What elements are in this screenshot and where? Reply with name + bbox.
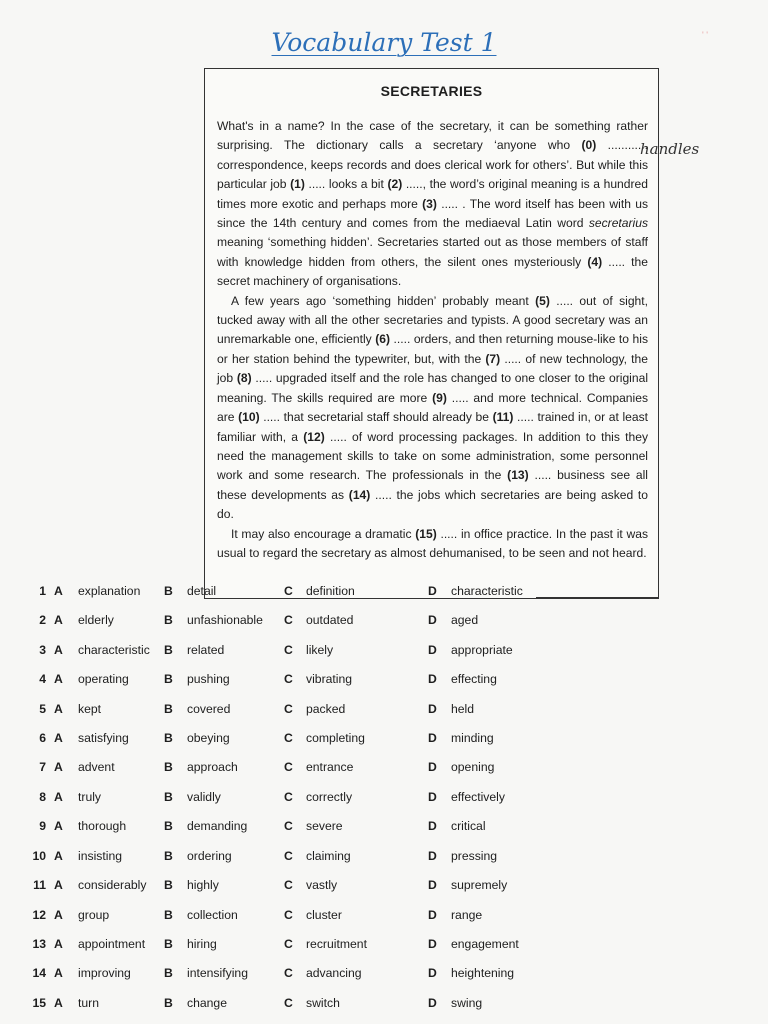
option-row: [0, 760, 768, 780]
option-letter-c: C: [284, 760, 293, 774]
option-c: recruitment: [306, 937, 367, 951]
question-number: 5: [39, 702, 46, 716]
option-b: unfashionable: [187, 613, 263, 627]
option-a: truly: [78, 790, 102, 804]
passage-paragraph: [217, 525, 648, 564]
option-letter-a: A: [54, 584, 63, 598]
passage-segment: What's in a name? In the case of the secretary, it can be something rather surprising. The dictionary calls a secretary ‘anyone who: [217, 119, 648, 153]
option-letter-c: C: [284, 996, 293, 1010]
passage-segment: ..... of word processing packages. In addition to this they need the management skills to take on some administration, some personnel work and some research. The professionals in the: [217, 429, 648, 483]
option-row: [0, 878, 768, 898]
option-letter-b: B: [164, 672, 173, 686]
option-b: validly: [187, 790, 221, 804]
option-d: minding: [451, 731, 494, 745]
gap-number: (2): [387, 177, 403, 192]
option-letter-a: A: [54, 731, 63, 745]
option-c: severe: [306, 819, 343, 833]
option-letter-a: A: [54, 790, 63, 804]
question-number: 4: [39, 672, 46, 686]
gap-number: (15): [415, 526, 437, 541]
gap-number: (8): [236, 371, 252, 386]
option-letter-d: D: [428, 643, 437, 657]
passage-segment: ..... orders, and then returning mouse-like to his or her station behind the typewriter, but, with the: [217, 332, 648, 366]
page-title: Vocabulary Test 1: [271, 28, 497, 57]
option-letter-a: A: [54, 937, 63, 951]
option-d: heightening: [451, 966, 515, 980]
option-a: appointment: [78, 937, 146, 951]
option-row: [0, 731, 768, 751]
option-a: satisfying: [78, 731, 129, 745]
option-c: vastly: [306, 878, 338, 892]
option-letter-b: B: [164, 731, 173, 745]
option-letter-c: C: [284, 731, 293, 745]
passage-segment: ..... business see all these developments as: [217, 468, 648, 502]
option-c: definition: [306, 584, 355, 598]
question-number: 15: [32, 996, 46, 1010]
option-c: completing: [306, 731, 365, 745]
option-letter-d: D: [428, 584, 437, 598]
option-row: [0, 849, 768, 869]
option-row: [0, 996, 768, 1016]
option-letter-c: C: [284, 702, 293, 716]
passage-segment: ..... looks a bit: [304, 177, 388, 192]
italic-word: secretarius: [588, 216, 648, 231]
passage-segment: ............ correspondence, keeps records and does clerical work for others’. But while this particular job: [217, 138, 648, 192]
passage-segment: ..... . The word itself has been with us since the 14th century and comes from the mediaeval Latin word: [217, 196, 648, 231]
passage-segment: meaning ‘something hidden’. Secretaries started out as those members of staff with knowledge hidden from others, the silent ones mysteriously: [217, 235, 648, 269]
gap-number: (11): [492, 410, 514, 425]
option-letter-a: A: [54, 908, 63, 922]
passage-segment: ....., the word’s original meaning is a hundred times more exotic and perhaps more: [217, 177, 648, 211]
option-letter-c: C: [284, 819, 293, 833]
passage-segment: ..... out of sight, tucked away with all the other secretaries and typists. A good secretary was an unremarkable one, efficiently: [217, 293, 648, 347]
option-b: demanding: [187, 819, 248, 833]
option-d: swing: [451, 996, 483, 1010]
option-letter-b: B: [164, 819, 173, 833]
option-d: engagement: [451, 937, 519, 951]
option-c: vibrating: [306, 672, 353, 686]
option-letter-a: A: [54, 819, 63, 833]
option-a: advent: [78, 760, 115, 774]
option-d: effecting: [451, 672, 497, 686]
option-row: [0, 966, 768, 986]
option-letter-b: B: [164, 878, 173, 892]
gap-number: (13): [507, 468, 529, 483]
option-letter-b: B: [164, 908, 173, 922]
option-letter-b: B: [164, 584, 173, 598]
option-c: entrance: [306, 760, 354, 774]
question-number: 7: [39, 760, 46, 774]
option-letter-d: D: [428, 702, 437, 716]
option-row: [0, 613, 768, 633]
option-b: approach: [187, 760, 238, 774]
option-b: change: [187, 996, 227, 1010]
question-number: 10: [32, 849, 46, 863]
option-letter-b: B: [164, 996, 173, 1010]
option-letter-d: D: [428, 908, 437, 922]
option-letter-c: C: [284, 966, 293, 980]
option-b: intensifying: [187, 966, 248, 980]
option-a: explanation: [78, 584, 141, 598]
option-b: hiring: [187, 937, 217, 951]
option-letter-b: B: [164, 643, 173, 657]
option-letter-b: B: [164, 760, 173, 774]
option-d: supremely: [451, 878, 508, 892]
option-d: aged: [451, 613, 479, 627]
option-letter-a: A: [54, 760, 63, 774]
gap-number: (3): [422, 196, 437, 211]
option-letter-b: B: [164, 790, 173, 804]
option-letter-a: A: [54, 996, 63, 1010]
option-d: effectively: [451, 790, 505, 804]
option-letter-a: A: [54, 702, 63, 716]
option-row: [0, 702, 768, 722]
option-b: related: [187, 643, 225, 657]
option-a: thorough: [78, 819, 127, 833]
option-letter-a: A: [54, 672, 63, 686]
option-row: [0, 908, 768, 928]
passage-segment: It may also encourage a dramatic: [231, 526, 416, 541]
option-c: correctly: [306, 790, 353, 804]
question-number: 11: [33, 878, 46, 892]
option-c: likely: [306, 643, 334, 657]
gap-number: (9): [432, 390, 447, 405]
question-number: 2: [39, 613, 46, 627]
option-b: detail: [187, 584, 217, 598]
option-letter-d: D: [428, 672, 437, 686]
option-a: insisting: [78, 849, 123, 863]
option-a: operating: [78, 672, 129, 686]
question-number: 3: [39, 643, 46, 657]
option-letter-b: B: [164, 702, 173, 716]
question-number: 14: [32, 966, 46, 980]
option-letter-c: C: [284, 937, 293, 951]
gap-number: (12): [303, 429, 325, 444]
option-letter-c: C: [284, 672, 293, 686]
option-letter-d: D: [428, 731, 437, 745]
option-c: advancing: [306, 966, 362, 980]
option-letter-a: A: [54, 643, 63, 657]
gap-number: (0): [581, 138, 597, 153]
option-c: claiming: [306, 849, 351, 863]
option-d: appropriate: [451, 643, 513, 657]
question-number: 8: [39, 790, 46, 804]
option-b: collection: [187, 908, 238, 922]
option-d: held: [451, 702, 475, 716]
option-letter-c: C: [284, 613, 293, 627]
option-letter-d: D: [428, 849, 437, 863]
option-a: kept: [78, 702, 102, 716]
gap-number: (14): [348, 487, 371, 502]
option-letter-c: C: [284, 643, 293, 657]
option-letter-c: C: [284, 584, 293, 598]
option-d: characteristic: [451, 584, 523, 598]
option-c: outdated: [306, 613, 354, 627]
option-d: opening: [451, 760, 495, 774]
option-letter-a: A: [54, 613, 63, 627]
option-d: range: [451, 908, 483, 922]
corner-mark: ' ': [702, 30, 708, 40]
option-c: cluster: [306, 908, 342, 922]
option-letter-d: D: [428, 966, 437, 980]
option-a: characteristic: [78, 643, 150, 657]
option-letter-d: D: [428, 760, 437, 774]
gap-number: (6): [375, 332, 390, 347]
option-c: packed: [306, 702, 346, 716]
passage-segment: ..... and more technical. Companies are: [217, 390, 648, 425]
option-row: [0, 643, 768, 663]
option-letter-c: C: [284, 878, 293, 892]
option-row: [0, 672, 768, 692]
passage-segment: ..... in office practice. In the past it was usual to regard the secretary as almost dehumanised, to be seen and not heard.: [217, 526, 648, 560]
passage-heading: SECRETARIES: [380, 83, 483, 99]
option-letter-b: B: [164, 966, 173, 980]
option-letter-d: D: [428, 878, 437, 892]
option-a: turn: [78, 996, 100, 1010]
gap-number: (5): [535, 293, 550, 308]
option-letter-c: C: [284, 849, 293, 863]
option-letter-b: B: [164, 613, 173, 627]
option-letter-c: C: [284, 790, 293, 804]
passage-segment: ..... the jobs which secretaries are being asked to do.: [217, 487, 649, 522]
option-letter-d: D: [428, 613, 437, 627]
option-letter-a: A: [54, 966, 63, 980]
option-letter-d: D: [428, 819, 437, 833]
option-row: [0, 937, 768, 957]
gap-number: (1): [290, 177, 305, 192]
option-a: improving: [78, 966, 131, 980]
passage-text: [217, 117, 648, 563]
passage-box: [204, 68, 659, 599]
passage-paragraph: [217, 292, 648, 525]
option-b: obeying: [187, 731, 230, 745]
option-d: critical: [451, 819, 486, 833]
option-c: switch: [306, 996, 340, 1010]
passage-segment: ..... the secret machinery of organisations.: [217, 254, 648, 289]
passage-segment: ..... that secretarial staff should already be: [259, 410, 493, 425]
passage-segment: ..... upgraded itself and the role has changed to one closer to the original meaning. The skills required are more: [217, 371, 649, 405]
gap-number: (7): [485, 351, 501, 366]
option-b: highly: [187, 878, 219, 892]
option-letter-d: D: [428, 937, 437, 951]
passage-segment: A few years ago ‘something hidden’ probably meant: [231, 293, 536, 308]
option-letter-a: A: [54, 849, 63, 863]
option-letter-a: A: [54, 878, 63, 892]
question-number: 13: [32, 937, 46, 951]
question-number: 12: [32, 908, 46, 922]
option-letter-d: D: [428, 996, 437, 1010]
option-b: covered: [187, 702, 231, 716]
option-row: [0, 819, 768, 839]
option-letter-d: D: [428, 790, 437, 804]
handwritten-answer: handles: [640, 140, 700, 158]
option-a: considerably: [78, 878, 147, 892]
option-row: [0, 790, 768, 810]
option-b: pushing: [187, 672, 230, 686]
question-number: 9: [39, 819, 46, 833]
option-row: [0, 584, 768, 604]
gap-number: (10): [238, 410, 260, 425]
option-a: elderly: [78, 613, 114, 627]
passage-paragraph: [217, 117, 648, 292]
passage-segment: ..... trained in, or at least familiar with, a: [217, 410, 648, 444]
option-a: group: [78, 908, 110, 922]
option-letter-b: B: [164, 849, 173, 863]
question-number: 6: [39, 731, 46, 745]
passage-segment: ..... of new technology, the job: [217, 351, 648, 386]
question-number: 1: [39, 584, 46, 598]
option-letter-b: B: [164, 937, 173, 951]
gap-number: (4): [587, 254, 603, 269]
option-letter-c: C: [284, 908, 293, 922]
option-b: ordering: [187, 849, 232, 863]
option-d: pressing: [451, 849, 498, 863]
